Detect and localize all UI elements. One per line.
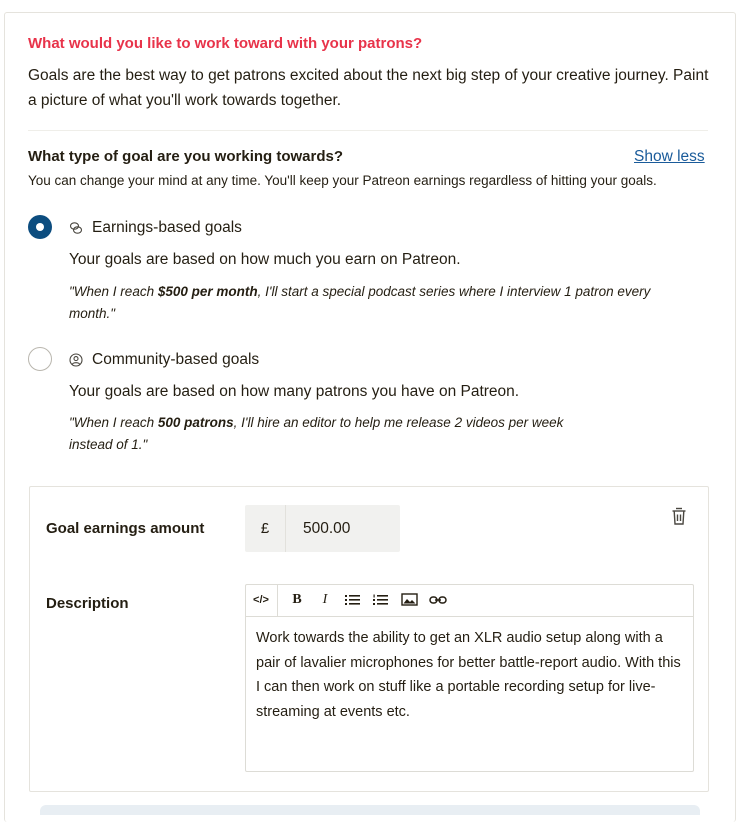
italic-button[interactable]: I [322,592,328,607]
goal-amount-label: Goal earnings amount [46,520,205,537]
goal-intro-text: Goals are the best way to get patrons excited about the next big step of your creative journey. Paint a picture of what you'll work towards together. [28,67,709,109]
user-circle-icon [69,353,83,367]
goal-amount-input[interactable]: 500.00 [303,520,351,537]
bullet-list-icon[interactable] [343,584,363,616]
community-goal-label[interactable]: Community-based goals [92,351,260,368]
earnings-goal-description: Your goals are based on how much you earn on Patreon. [69,251,461,268]
description-label: Description [46,595,129,612]
goal-type-helper-text: You can change your mind at any time. You'll keep your Patreon earnings regardless of hitting your goals. [28,173,657,188]
description-text[interactable]: Work towards the ability to get an XLR audio setup along with a pair of lavalier microphones for better battle-report audio. With this I can then work on stuff like a portable recording setup for live-streaming at events etc. [256,630,681,720]
numbered-list-icon[interactable] [371,584,391,616]
trash-icon[interactable] [670,506,688,526]
bold-button[interactable]: B [292,592,302,607]
earnings-goal-radio[interactable] [28,215,52,239]
coins-icon [69,221,83,235]
goal-type-heading: What type of goal are you working towards? [28,148,344,165]
toolbar-divider [277,584,278,616]
code-button[interactable]: </> [253,594,269,606]
earnings-goal-label[interactable]: Earnings-based goals [92,219,242,236]
image-icon[interactable] [399,584,419,616]
earnings-goal-example: "When I reach $500 per month, I'll start a special podcast series where I interview 1 patron every month." [69,284,651,321]
community-goal-radio[interactable] [28,347,52,371]
next-section-edge [40,805,700,815]
currency-symbol: £ [245,505,286,552]
community-goal-example: "When I reach 500 patrons, I'll hire an editor to help me release 2 videos per week instead of 1." [69,415,564,452]
community-goal-description: Your goals are based on how many patrons you have on Patreon. [69,383,520,400]
show-less-link[interactable]: Show less [634,148,705,165]
editor-toolbar [245,584,694,617]
divider [28,130,708,131]
goal-question-heading: What would you like to work toward with your patrons? [28,35,423,52]
link-icon[interactable] [427,584,449,616]
